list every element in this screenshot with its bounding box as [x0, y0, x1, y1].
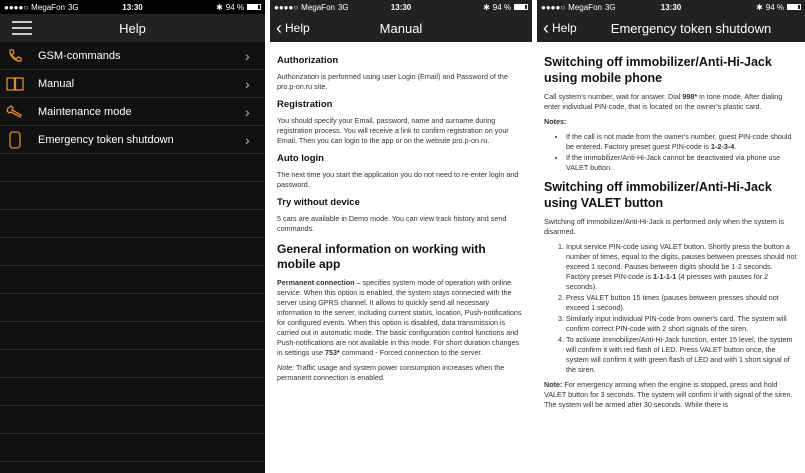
- section-text: Switching off immobilizer/Anti-Hi-Jack is performed only when the system is disarmed.: [544, 217, 784, 236]
- battery-label: 94 %: [492, 2, 511, 12]
- pin-code: 1-1-1-1: [653, 272, 677, 281]
- status-time: 13:30: [122, 2, 143, 12]
- manual-screen: [270, 0, 532, 473]
- section-heading: Switching off immobilizer/Anti-Hi-Jack using VALET button: [544, 180, 772, 210]
- text-span: in tone mode. After dialing enter individual PIN-code, that is located on the owner's plastic card.: [544, 92, 783, 111]
- empty-row: [0, 406, 265, 434]
- empty-row: [0, 154, 265, 182]
- text-span: Call system's number, wait for answer. Dial: [544, 92, 683, 101]
- wrench-icon: [0, 105, 30, 119]
- section-text: You should specify your Email, password, name and surname during registration process. You will receive a link to confirm registration on your Email. Then you can login to the app or on the website pro.p-on.ru.: [277, 116, 509, 145]
- section-text: [277, 363, 525, 383]
- section-heading: Auto login: [277, 153, 324, 164]
- empty-row: [0, 322, 265, 350]
- empty-row: [0, 182, 265, 210]
- text-span: If the call is not made from the owner's number, guest PIN-code should be entered. Factory preset guest PIN-code is: [566, 132, 792, 151]
- empty-row: [0, 378, 265, 406]
- list-item: [566, 242, 798, 292]
- list-item: 4. To activate immobilizer/Anti-Hi-Jack function, enter 15 level, the system will confirm it with red flash of LED. Press VALET button once, the system will confirm it with green flash of LED and with 1 short signal of the siren.: [566, 335, 798, 375]
- text-span: Input service PIN-code using VALET button. Shortly press the button a number of times, equal to the digits, pauses between presses should not exceed 1 second. Pauses between digits should be 1-2 seconds. Factory preset PIN-code is: [566, 242, 797, 281]
- page-title: Manual: [379, 20, 423, 36]
- emergency-content: [537, 42, 805, 421]
- text-span: (4 presses with pauses for 2 seconds).: [566, 272, 769, 291]
- list-item: • If the immobilizer/Anti-Hi-Jack cannot be deactivated via phone use VALET button.: [566, 153, 798, 173]
- section-text: 5 cars are available in Demo mode. You can view track history and send commands.: [277, 214, 507, 233]
- section-heading: General information on working with mobile app: [277, 242, 486, 271]
- status-bar: [270, 0, 532, 14]
- network-label: 3G: [337, 2, 349, 12]
- empty-row: [0, 238, 265, 266]
- signal-icon: ●●●●○: [274, 2, 299, 12]
- status-bar: [537, 0, 805, 14]
- signal-icon: ●●●●○: [4, 2, 29, 12]
- menu-item-emergency-token-shutdown[interactable]: [0, 126, 265, 154]
- back-button[interactable]: [276, 14, 310, 42]
- carrier-label: MegaFon: [31, 2, 65, 12]
- section-heading: Registration: [277, 99, 333, 110]
- manual-content: [270, 42, 532, 394]
- notes-label: [544, 117, 798, 127]
- battery-icon: [247, 4, 261, 10]
- empty-row: [0, 210, 265, 238]
- page-title: Emergency token shutdown: [610, 20, 772, 36]
- network-label: 3G: [604, 2, 616, 12]
- empty-row: [0, 266, 265, 294]
- carrier-label: MegaFon: [301, 2, 335, 12]
- list-item: 3. Similarly input individual PIN-code from owner's card. The system will confirm correct PIN-code with 2 short signals of the siren.: [566, 314, 798, 334]
- chevron-right-icon: ›: [245, 131, 250, 148]
- section-text: The next time you start the application you do not need to re-enter login and password.: [277, 170, 519, 189]
- text-span: – specifies system mode of operation with online service. When this option is enabled, the system stays connected with the server using GPRS channel. It allows to quickly send all necessary information to the server, including current status, location, Push-notifications for configured events. When this option is disabled, data transmission is carried out in automatic mode. The basic configuration control functions and Push-notifications are not available in this mode. For short duration changes in settings use: [277, 278, 522, 357]
- menu-item-label: Maintenance mode: [38, 105, 132, 118]
- list-item: [566, 132, 798, 152]
- back-button[interactable]: [543, 14, 577, 42]
- carrier-label: MegaFon: [568, 2, 602, 12]
- chevron-right-icon: ›: [245, 103, 250, 120]
- command-code: 998*: [682, 92, 698, 101]
- menu-item-manual[interactable]: [0, 70, 265, 98]
- battery-label: 94 %: [765, 2, 784, 12]
- empty-row: [0, 434, 265, 462]
- text-span: For emergency arming when the engine is stopped, press and hold VALET button for 3 seconds. The system will confirm it with signal of the siren. The system will be armed after 30 seconds. While there is: [544, 380, 793, 409]
- menu-item-label: Emergency token shutdown: [38, 133, 174, 146]
- section-text: [277, 278, 525, 358]
- chevron-left-icon: ‹: [543, 18, 549, 38]
- pin-code: 1-2-3-4: [711, 142, 735, 151]
- chevron-right-icon: ›: [245, 75, 250, 92]
- bluetooth-icon: ✱: [483, 2, 490, 12]
- page-title: Help: [119, 20, 146, 36]
- section-text: [544, 380, 798, 410]
- text-span: .: [734, 142, 737, 151]
- bluetooth-icon: ✱: [216, 2, 223, 12]
- signal-icon: ●●●●○: [541, 2, 566, 12]
- navbar: [270, 14, 532, 42]
- help-screen: [0, 0, 265, 473]
- battery-icon: [787, 4, 801, 10]
- battery-icon: [514, 4, 528, 10]
- command-code: 753*: [324, 348, 340, 357]
- section-heading: Switching off immobilizer/Anti-Hi-Jack using mobile phone: [544, 55, 772, 85]
- book-icon: [0, 77, 30, 91]
- bluetooth-icon: ✱: [756, 2, 763, 12]
- section-heading: Authorization: [277, 55, 339, 66]
- status-time: 13:30: [660, 2, 682, 12]
- section-text: [544, 92, 798, 112]
- section-text: Authorization is performed using user Login (Email) and Password of the pro.p-on.ru site.: [277, 72, 508, 91]
- term-bold: Permanent connection: [277, 278, 355, 287]
- menu-item-maintenance-mode[interactable]: [0, 98, 265, 126]
- hamburger-menu-icon[interactable]: [12, 21, 32, 35]
- phone-icon: [0, 48, 30, 64]
- status-bar: [0, 0, 265, 14]
- emergency-screen: [537, 0, 805, 473]
- steps-list: [566, 242, 798, 375]
- network-label: 3G: [67, 2, 79, 12]
- note-label: Note:: [544, 380, 563, 389]
- notes-list: [566, 132, 798, 173]
- section-heading: Try without device: [277, 197, 360, 208]
- back-label: Help: [552, 21, 577, 35]
- menu-item-label: Manual: [38, 77, 75, 90]
- chevron-right-icon: ›: [245, 47, 250, 64]
- list-item: 2. Press VALET button 15 times (pauses between presses should not exceed 1 second).: [566, 293, 798, 313]
- text-span: Traffic usage and system power consumption increases when the permanent connection is enabled.: [277, 363, 505, 382]
- empty-row: [0, 350, 265, 378]
- note-label: Note:: [277, 363, 295, 372]
- menu-item-label: GSM-commands: [38, 49, 121, 62]
- text-span: command - Forced connection to the server.: [339, 348, 483, 357]
- notes-bold: Notes:: [544, 117, 567, 126]
- navbar: [0, 14, 265, 42]
- empty-row: [0, 294, 265, 322]
- battery-label: 94 %: [225, 2, 244, 12]
- menu-item-gsm-commands[interactable]: [0, 42, 265, 70]
- token-icon: [0, 131, 30, 149]
- chevron-left-icon: ‹: [276, 18, 282, 38]
- back-label: Help: [285, 21, 310, 35]
- status-time: 13:30: [390, 2, 412, 12]
- navbar: [537, 14, 805, 42]
